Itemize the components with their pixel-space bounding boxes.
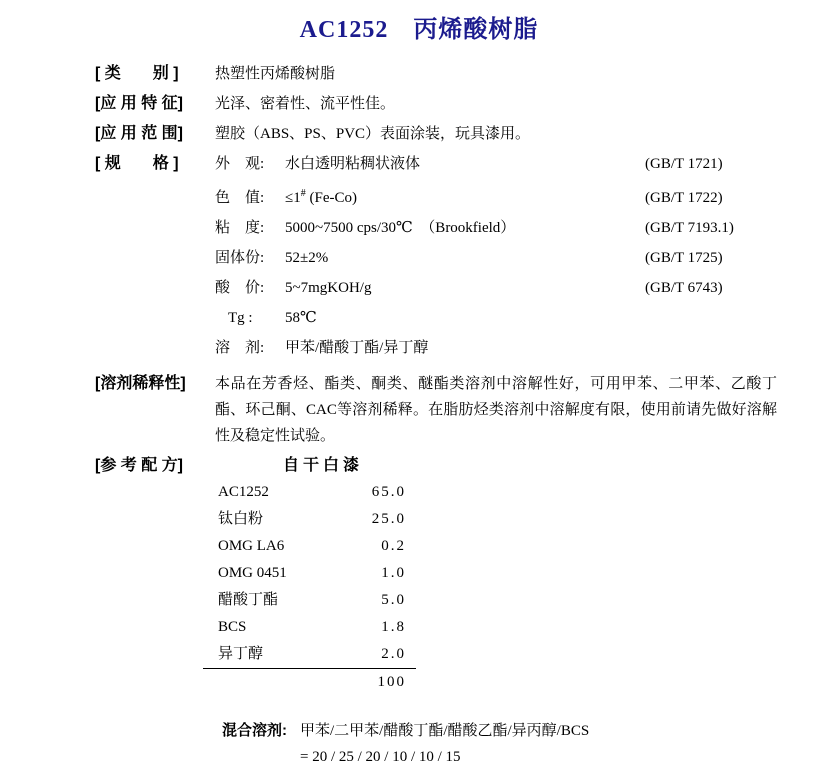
formula-row [203, 533, 416, 560]
specs-section [0, 149, 838, 363]
spec-standard: (GB/T 1721) [645, 156, 723, 172]
formula-total: 100 [377, 674, 406, 690]
spec-name: 固体份: [215, 250, 265, 266]
spec-standard: (GB/T 1725) [645, 250, 723, 266]
spec-value: 甲苯/醋酸丁酯/异丁醇 [285, 340, 429, 356]
ingredient-name: OMG 0451 [218, 565, 287, 581]
formula-label: [参 考 配 方] [95, 457, 183, 474]
spec-row-appearance [0, 149, 838, 179]
features-value: 光泽、密着性、流平性佳。 [215, 96, 396, 112]
spec-name: 溶 剂: [215, 340, 265, 356]
spec-row-color-value [0, 179, 838, 213]
ingredient-amount: 0.2 [381, 538, 406, 554]
mixed-solvent-label: 混合溶剂: [222, 722, 287, 739]
spec-value: 5000~7500 cps/30℃ （Brookfield） [285, 220, 516, 236]
spec-standard: (GB/T 7193.1) [645, 220, 734, 236]
formula-title: 自干白漆 [283, 457, 364, 474]
spec-row-solvent [0, 333, 838, 363]
ingredient-amount: 1.8 [381, 619, 406, 635]
category-value: 热塑性丙烯酸树脂 [215, 66, 336, 82]
mixed-solvent-row [222, 718, 838, 744]
scope-label: [应 用 范 围] [95, 125, 183, 142]
scope-row [0, 119, 838, 149]
specs-label: [ 规 格 ] [95, 155, 179, 172]
formula-row [203, 641, 416, 669]
spec-value: 5~7mgKOH/g [285, 280, 372, 296]
formula-row [203, 560, 416, 587]
formula-section [0, 453, 838, 696]
formula-row [203, 479, 416, 506]
spec-name: Tg : [228, 310, 253, 326]
mixed-solvent-value: 甲苯/二甲苯/醋酸丁酯/醋酸乙酯/异丙醇/BCS [300, 723, 590, 739]
superscript-hash: # [300, 188, 306, 199]
page-title: AC1252 丙烯酸树脂 [299, 17, 539, 43]
ingredient-name: 醋酸丁酯 [218, 592, 279, 608]
category-label: [ 类 别 ] [95, 65, 179, 82]
ingredient-name: 异丁醇 [218, 646, 264, 662]
spec-value: 水白透明粘稠状液体 [285, 156, 421, 172]
spec-value: ≤1# (Fe-Co) [285, 188, 357, 206]
spec-row-solid-content [0, 243, 838, 273]
spec-standard: (GB/T 1722) [645, 190, 723, 206]
mixed-solvent-ratio: = 20 / 25 / 20 / 10 / 10 / 15 [300, 749, 461, 765]
spec-row-acid-value [0, 273, 838, 303]
ingredient-name: AC1252 [218, 484, 269, 500]
scope-value: 塑胶（ABS、PS、PVC）表面涂装，玩具漆用。 [215, 126, 531, 142]
ingredient-amount: 25.0 [371, 511, 406, 527]
spec-name: 酸 价: [215, 280, 265, 296]
header-info-block [0, 59, 838, 149]
spec-row-viscosity [0, 213, 838, 243]
formula-header-row [0, 453, 838, 479]
spec-value: 58℃ [285, 310, 317, 326]
spec-standard: (GB/T 6743) [645, 280, 723, 296]
spec-name: 粘 度: [215, 220, 265, 236]
spec-row-tg [0, 303, 838, 333]
solubility-section [0, 371, 838, 449]
ingredient-amount: 65.0 [371, 484, 406, 500]
solubility-text: 本品在芳香烃、酯类、酮类、醚酯类溶剂中溶解性好，可用甲苯、二甲苯、乙酸丁酯、环己酮、CAC等溶剂稀释。在脂肪烃类溶剂中溶解度有限，使用前请先做好溶解性及稳定性试验。 [215, 376, 777, 444]
spec-value: 52±2% [285, 250, 329, 266]
ingredient-amount: 5.0 [381, 592, 406, 608]
formula-row [203, 506, 416, 533]
spec-name: 色 值: [215, 190, 265, 206]
mixed-solvent-section [222, 718, 838, 770]
features-row [0, 89, 838, 119]
ingredient-name: 钛白粉 [218, 511, 264, 527]
formula-row [203, 614, 416, 641]
formula-row [203, 587, 416, 614]
features-label: [应 用 特 征] [95, 95, 183, 112]
solubility-label: [溶剂稀释性] [95, 375, 186, 392]
formula-table [203, 479, 416, 696]
ingredient-name: BCS [218, 619, 247, 635]
ingredient-amount: 1.0 [381, 565, 406, 581]
ingredient-amount: 2.0 [381, 646, 406, 662]
ingredient-name: OMG LA6 [218, 538, 285, 554]
spec-name: 外 观: [215, 156, 265, 172]
category-row [0, 59, 838, 89]
